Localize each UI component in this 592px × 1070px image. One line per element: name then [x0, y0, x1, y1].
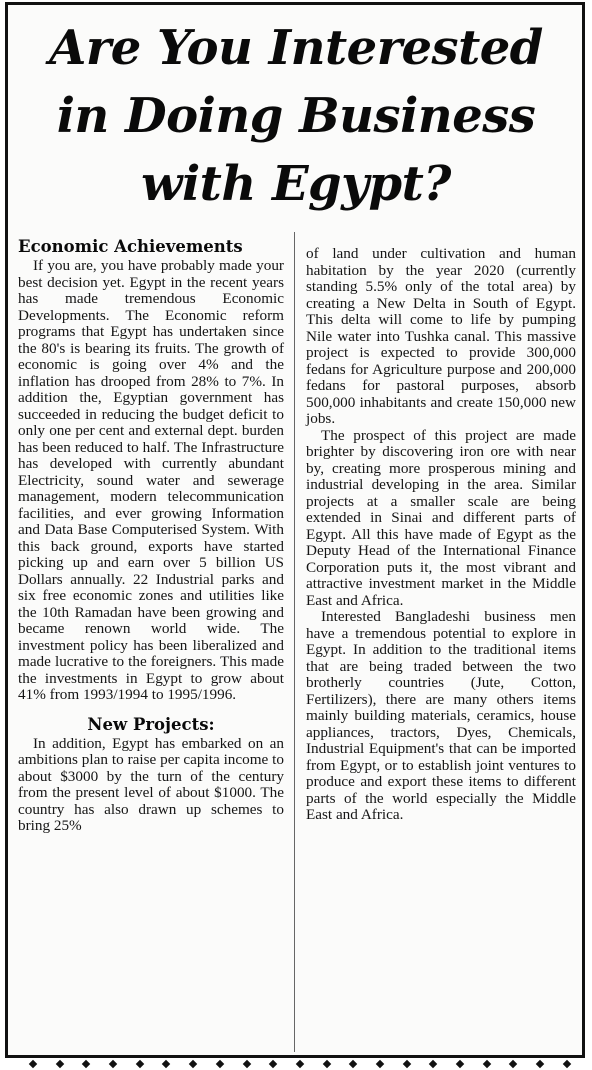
diamond-ornament-icon: [296, 1060, 304, 1068]
diamond-ornament-icon: [509, 1060, 517, 1068]
diamond-ornament-icon: [402, 1060, 410, 1068]
diamond-ornament-icon: [162, 1060, 170, 1068]
diamond-ornament-icon: [482, 1060, 490, 1068]
diamond-ornament-icon: [563, 1060, 571, 1068]
diamond-ornament-icon: [536, 1060, 544, 1068]
column-divider: [294, 232, 295, 1052]
diamond-ornament-icon: [376, 1060, 384, 1068]
diamond-ornament-icon: [456, 1060, 464, 1068]
heading-new-projects: New Projects:: [87, 714, 215, 734]
paragraph-new-projects: In addition, Egypt has embarked on an ambitions plan to raise per capita income to about $3000 by the turn of the century from the present level of about $1000. The country has also drawn up schemes to bring 25%: [18, 734, 284, 834]
diamond-ornament-icon: [242, 1060, 250, 1068]
paragraph-prospect: The prospect of this project are made brighter by discovering iron ore with near by, creating more prosperous mining and industrial developing in the area. Similar projects at a smaller scale are being extended in Sinai and different parts of Egypt. All this have made of Egypt as the Deputy Head of the International Finance Corporation puts it, the most vibrant and attractive investment market in the Middle East and Africa.: [306, 426, 576, 609]
diamond-ornament-icon: [82, 1060, 90, 1068]
left-column: [18, 236, 284, 835]
diamond-ornament-icon: [349, 1060, 357, 1068]
right-column: [306, 246, 576, 824]
diamond-ornament-icon: [216, 1060, 224, 1068]
diamond-ornament-icon: [269, 1060, 277, 1068]
headline-line-3: with Egypt?: [141, 156, 451, 212]
diamond-ornament-icon: [429, 1060, 437, 1068]
diamond-ornament-icon: [136, 1060, 144, 1068]
diamond-ornament-icon: [189, 1060, 197, 1068]
diamond-ornament-icon: [29, 1060, 37, 1068]
paragraph-economic: If you are, you have probably made your best decision yet. Egypt in the recent years has made tremendous Economic Developments. The Economic reform programs that Egypt has undertaken since the 80's is bearing its fruits. The growth of economic is going over 4% and the inflation has drooped from 28% to 7%. In addition the, Egyptian government has succeeded in reducing the budget deficit to only one per cent and external dept. burden has been reduced to half. The Infrastructure has developed with currently abundant Electricity, sound water and sewerage management, modern telecommunication facilities, and ever growing Information and Data Base Computerised System. With this back ground, exports have started picking up and earn over 5 billion US Dollars annually. 22 Industrial parks and six free economic zones and utilities like the 10th Ramadan have been growing and became renown world wide. The investment policy has been liberalized and made lucrative to the foreigners. This made the investments in Egypt to grow about 41% from 1993/1994 to 1995/1996.: [18, 257, 284, 703]
diamond-ornament-icon: [55, 1060, 63, 1068]
headline-line-1: Are You Interested: [49, 20, 543, 76]
headline-line-2: in Doing Business: [56, 88, 536, 144]
ornament-row: [30, 1058, 570, 1070]
headline: [0, 14, 592, 218]
diamond-ornament-icon: [109, 1060, 117, 1068]
diamond-ornament-icon: [322, 1060, 330, 1068]
paragraph-bangladeshi: Interested Bangladeshi business men have a tremendous potential to explore in Egypt. In addition to the traditional items that are being traded between the two brotherly countries (Jute, Cotton, Fertilizers), there are many others items mainly building materials, ceramics, house appliances, tractors, Dyes, Chemicals, Industrial Equipment's that can be imported from Egypt, or to establish joint ventures to produce and export these items to different parts of the world especially the Middle East and Africa.: [306, 608, 576, 823]
heading-economic-achievements: Economic Achievements: [18, 237, 243, 256]
paragraph-continuation: of land under cultivation and human habitation by the year 2020 (currently standing 5.5% only of the total area) by creating a New Delta in South of Egypt. This delta will come to life by pumping Nile water into Tushka canal. This massive project is expected to provide 300,000 fedans for Agriculture purpose and 200,000 fedans for pastoral purposes, absorb 500,000 inhabitants and create 150,000 new jobs.: [306, 245, 576, 427]
